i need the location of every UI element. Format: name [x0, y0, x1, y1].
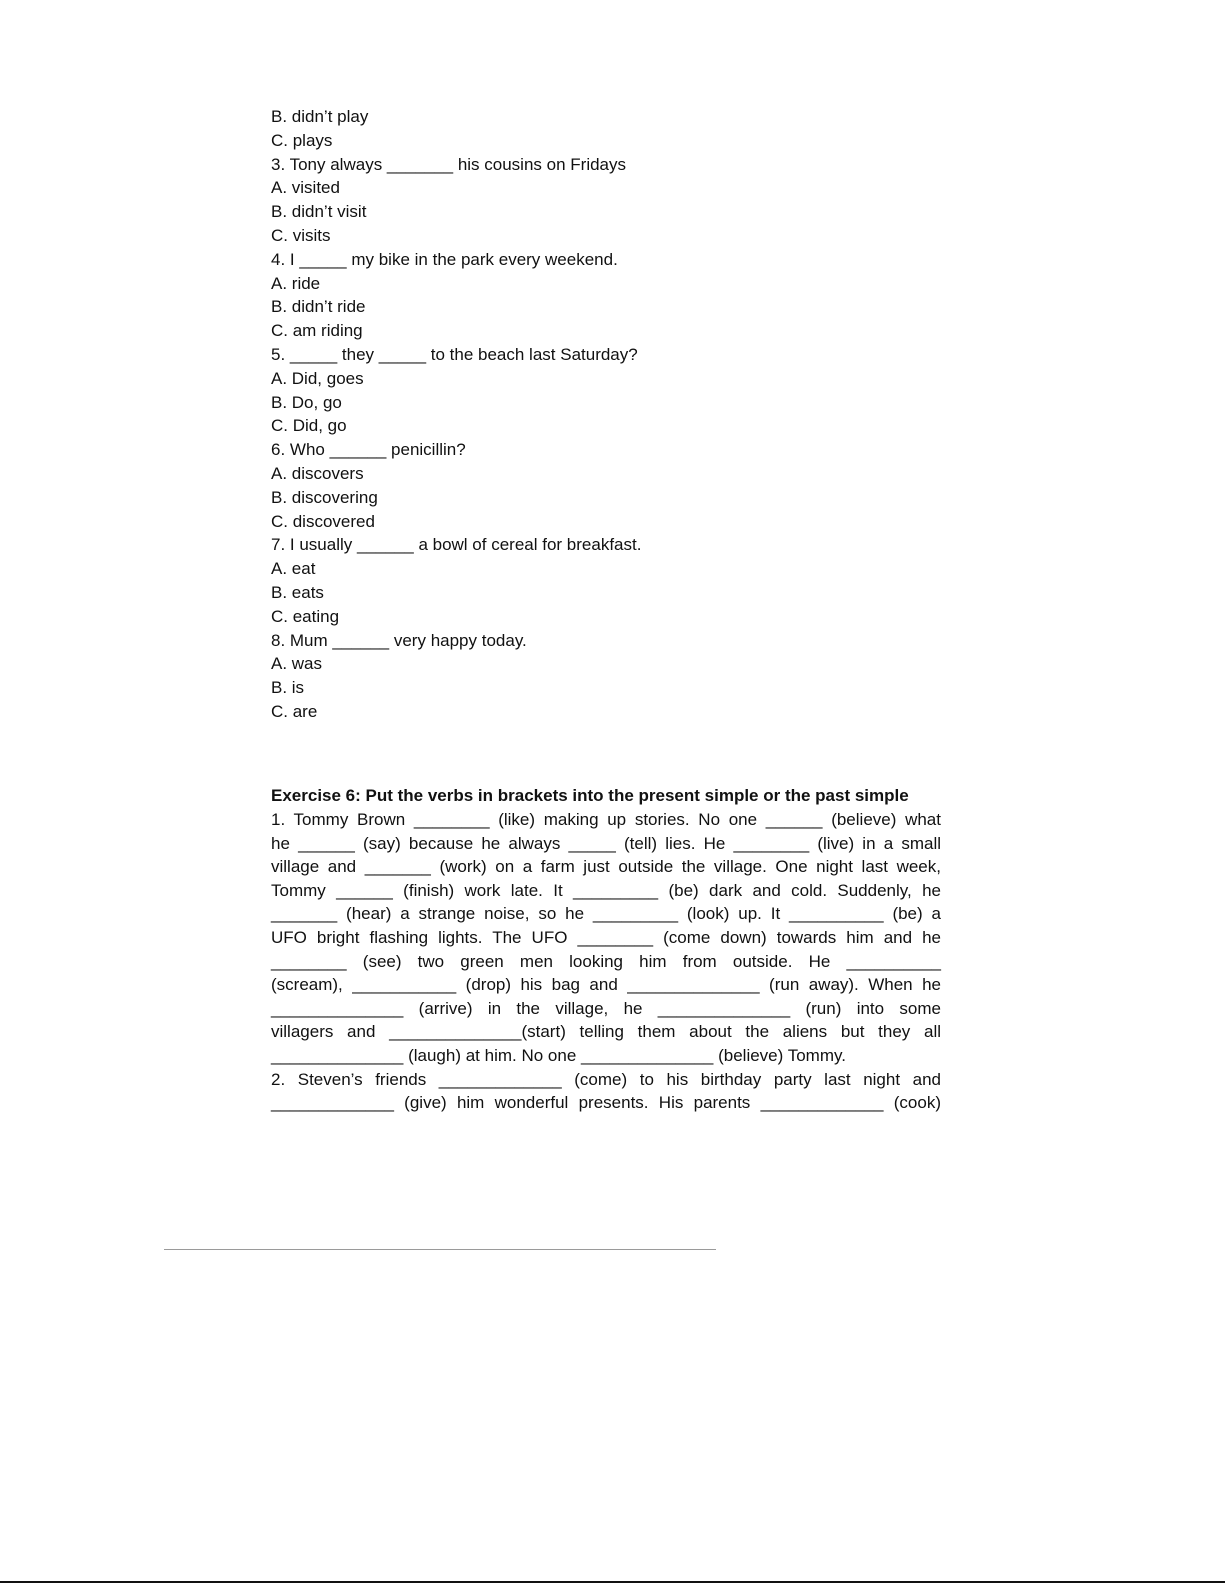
exercise-6-paragraph — [271, 808, 941, 1115]
question-line: A. discovers — [271, 463, 364, 483]
question-line: B. discovering — [271, 487, 378, 507]
question-line: C. Did, go — [271, 416, 347, 436]
question-line: B. didn’t play — [271, 107, 369, 126]
exercise-line: UFO bright flashing lights. The UFO ________ (come down) towards him and he — [271, 927, 941, 947]
question-line: B. didn’t visit — [271, 202, 367, 222]
exercise-line: ______________ (arrive) in the village, he ______________ (run) into some — [271, 998, 941, 1018]
question-line: B. didn’t ride — [271, 297, 366, 317]
question-line: A. eat — [271, 559, 316, 579]
exercise-line: _______ (hear) a strange noise, so he _________ (look) up. It __________ (be) a — [271, 904, 941, 924]
question-line: 3. Tony always _______ his cousins on Fridays — [271, 154, 626, 174]
exercise-line: villagers and ______________(start) telling them about the aliens but they all — [271, 1022, 941, 1042]
question-line: A. ride — [271, 273, 321, 293]
question-line: B. is — [271, 678, 305, 698]
question-line: 7. I usually ______ a bowl of cereal for breakfast. — [271, 535, 642, 555]
question-line: C. discovered — [271, 511, 375, 531]
exercise-line: (scream), ___________ (drop) his bag and ______________ (run away). When he — [271, 975, 941, 995]
exercise-line: 1. Tommy Brown ________ (like) making up stories. No one ______ (believe) what — [271, 810, 941, 829]
question-line: A. visited — [271, 178, 340, 198]
question-line: C. eating — [271, 606, 340, 626]
question-line: C. plays — [271, 130, 333, 150]
question-line: 6. Who ______ penicillin? — [271, 440, 466, 460]
footer-divider — [164, 1249, 716, 1250]
exercise-line: ______________ (laugh) at him. No one ______________ (believe) Tommy. — [271, 1045, 846, 1065]
exercise-6-title: Exercise 6: Put the verbs in brackets into the present simple or the past simple — [271, 786, 909, 805]
page-bottom-border — [0, 1581, 1225, 1583]
exercise-line: village and _______ (work) on a farm just outside the village. One night last week, — [271, 857, 941, 877]
question-line: 4. I _____ my bike in the park every weekend. — [271, 249, 618, 269]
question-line: 5. _____ they _____ to the beach last Saturday? — [271, 344, 638, 364]
question-line: A. was — [271, 654, 323, 674]
exercise-line: _____________ (give) him wonderful presents. His parents _____________ (cook) — [271, 1093, 941, 1113]
question-line: B. Do, go — [271, 392, 342, 412]
question-line: C. am riding — [271, 321, 363, 341]
exercise-line: Tommy ______ (finish) work late. It _________ (be) dark and cold. Suddenly, he — [271, 880, 941, 900]
question-line: A. Did, goes — [271, 368, 364, 388]
exercise-line: he ______ (say) because he always _____ (tell) lies. He ________ (live) in a small — [271, 833, 941, 853]
exercise-line: 2. Steven’s friends _____________ (come) to his birthday party last night and — [271, 1069, 941, 1089]
exercise-line: ________ (see) two green men looking him from outside. He __________ — [271, 951, 941, 971]
question-line: B. eats — [271, 582, 324, 602]
multiple-choice-questions — [271, 105, 791, 724]
question-line: 8. Mum ______ very happy today. — [271, 630, 527, 650]
question-line: C. visits — [271, 225, 331, 245]
question-line: C. are — [271, 701, 318, 721]
